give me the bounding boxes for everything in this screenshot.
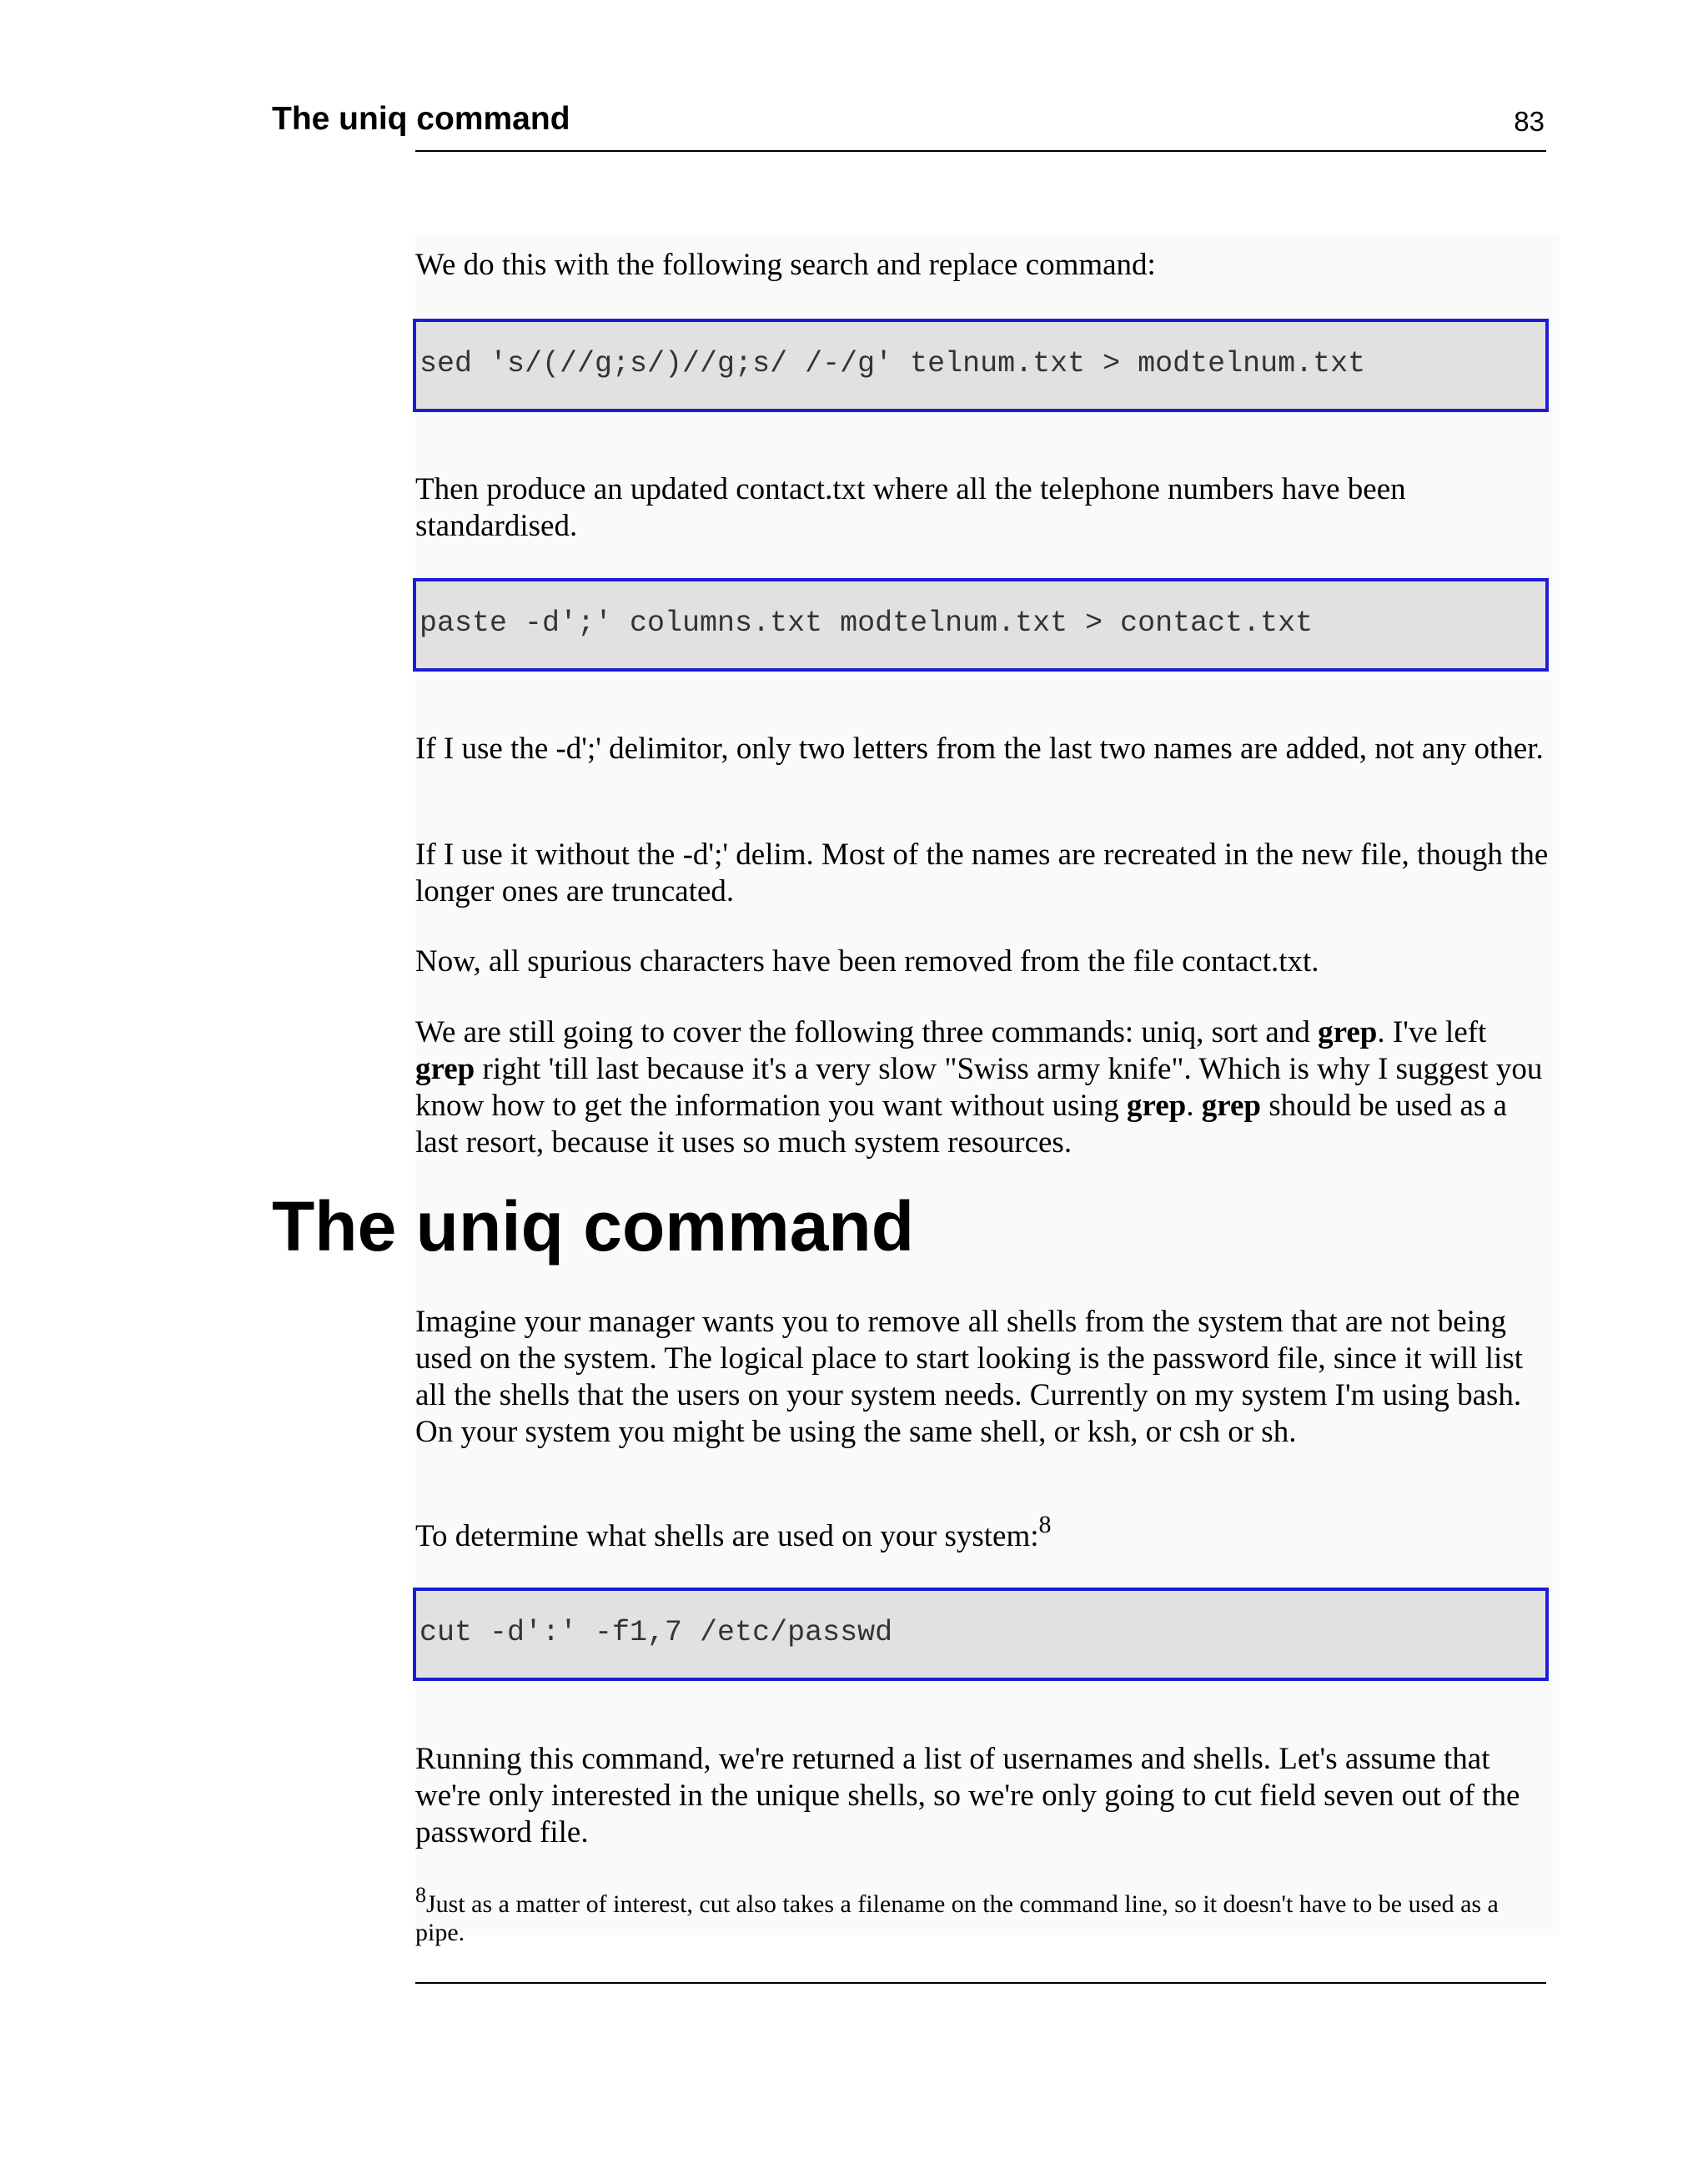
footnote-text: Just as a matter of interest, cut also takes a filename on the command line, so it doesn't have to be used as a pipe.: [415, 1890, 1499, 1946]
paragraph-if-no-delim: If I use it without the -d';' delim. Most of the names are recreated in the new file, though the longer ones are truncated.: [415, 838, 1549, 908]
grep-keyword: grep: [415, 1052, 475, 1086]
page-number: 83: [1514, 106, 1545, 137]
still-cover-text-5: should be used as a last resort, because it uses so much system resources.: [415, 1089, 1507, 1160]
still-cover-text-2: . I've left: [1377, 1015, 1487, 1049]
still-cover-text-3: right 'till last because it's a very slow "Swiss army knife". Which is why I suggest you know how to get the information you want without using: [415, 1052, 1543, 1123]
footnote-mark: 8: [415, 1883, 426, 1907]
code-sed-command: sed 's/(//g;s/)//g;s/ /-/g' telnum.txt > modtelnum.txt: [419, 347, 1366, 380]
paragraph-running: Running this command, we're returned a list of usernames and shells. Let's assume that we're only interested in the unique shells, so we're only going to cut field seven out of the password file.: [415, 1742, 1520, 1849]
code-cut-command: cut -d':' -f1,7 /etc/passwd: [419, 1616, 893, 1649]
intro-paragraph: We do this with the following search and replace command:: [415, 248, 1156, 282]
code-paste-command: paste -d';' columns.txt modtelnum.txt > contact.txt: [419, 606, 1314, 640]
grep-keyword: grep: [1318, 1015, 1378, 1049]
paragraph-determine: [415, 1511, 1550, 1555]
code-block-cut: [413, 1588, 1549, 1681]
running-header-title: The uniq command: [272, 101, 570, 137]
footer-divider: [415, 1982, 1546, 1984]
paragraph-imagine: Imagine your manager wants you to remove all shells from the system that are not being used on the system. The logical place to start looking is the password file, since it will list all the shells that the users on your system needs. Currently on my system I'm using bash. On your system you might be using the same shell, or ksh, or csh or sh.: [415, 1305, 1524, 1449]
paragraph-then-produce: Then produce an updated contact.txt where all the telephone numbers have been standardised.: [415, 472, 1406, 543]
section-heading: The uniq command: [272, 1187, 915, 1266]
code-block-sed: [413, 319, 1549, 412]
paragraph-still-cover: [415, 1014, 1550, 1161]
still-cover-text-4: .: [1186, 1089, 1202, 1123]
code-block-paste: [413, 578, 1549, 672]
paragraph-if-delim: If I use the -d';' delimitor, only two letters from the last two names are added, not any other.: [415, 732, 1544, 766]
grep-keyword: grep: [1126, 1089, 1187, 1123]
footnote: [415, 1883, 1550, 1947]
grep-keyword: grep: [1201, 1089, 1262, 1123]
footnote-reference: 8: [1038, 1511, 1052, 1538]
determine-text: To determine what shells are used on your system:: [415, 1519, 1039, 1553]
header-divider: [415, 150, 1546, 152]
still-cover-text-1: We are still going to cover the following three commands: uniq, sort and: [415, 1015, 1319, 1049]
paragraph-now-all: Now, all spurious characters have been removed from the file contact.txt.: [415, 944, 1319, 979]
